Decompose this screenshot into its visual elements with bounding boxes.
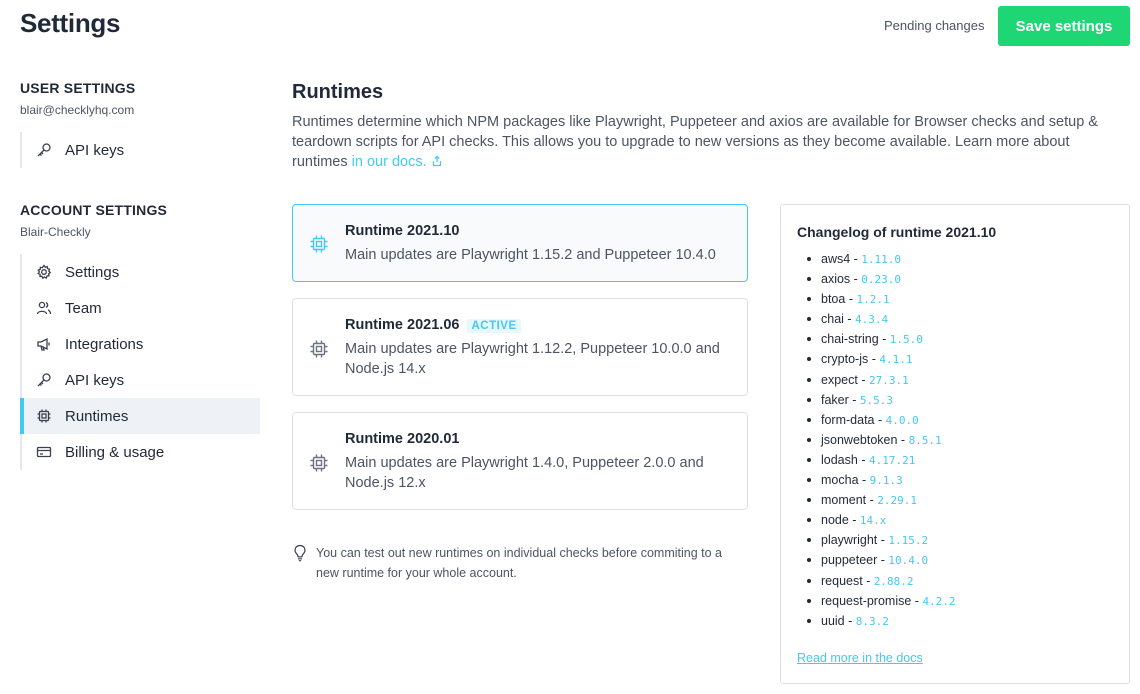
sidebar-item-runtimes[interactable]: [22, 398, 260, 434]
package-name: chai: [821, 312, 844, 327]
package-version: 0.23.0: [861, 273, 902, 287]
package-version: 27.3.1: [868, 373, 909, 387]
list-item: form-data - 4.0.0: [805, 410, 956, 430]
runtime-name-row: [345, 317, 521, 333]
read-more-docs-link[interactable]: Read more in the docs: [797, 651, 923, 665]
list-item: jsonwebtoken - 8.5.1: [805, 430, 956, 450]
package-name: axios: [821, 272, 851, 287]
package-name: lodash: [821, 452, 858, 467]
package-name: faker: [821, 392, 849, 407]
list-item: moment - 2.29.1: [805, 490, 956, 510]
chip-icon: [309, 453, 329, 473]
page-header: [0, 0, 1140, 70]
sidebar-item-user-api-keys[interactable]: [22, 132, 260, 168]
list-item: node - 14.x: [805, 510, 956, 530]
package-version: 1.2.1: [856, 293, 890, 307]
package-name: puppeteer: [821, 553, 878, 568]
external-link-icon: [431, 153, 443, 165]
runtimes-description: [292, 112, 1122, 172]
package-version: 4.1.1: [879, 353, 913, 367]
package-version: 4.3.4: [855, 313, 889, 327]
sidebar-item-label: Billing & usage: [65, 443, 165, 461]
description-text: Runtimes determine which NPM packages like Playwright, Puppeteer and axios are available for Browser checks and setup & teardown scripts for API checks. This allows you to upgrade to new versions as they become available. Learn more about runtimes: [292, 114, 1098, 170]
package-name: form-data: [821, 412, 875, 427]
list-item: chai - 4.3.4: [805, 309, 956, 329]
sidebar-item-label: API keys: [65, 371, 125, 389]
package-version: 1.11.0: [861, 253, 902, 266]
chip-icon: [309, 234, 329, 254]
changelog-list: [805, 249, 956, 631]
package-version: 4.0.0: [885, 413, 919, 427]
package-name: request-promise: [821, 593, 912, 608]
megaphone-icon: [36, 336, 52, 352]
page-title: Settings: [20, 8, 121, 38]
account-settings-heading: ACCOUNT SETTINGS: [20, 202, 168, 218]
pending-changes-label: Pending changes: [884, 18, 985, 33]
list-item: uuid - 8.3.2: [805, 611, 956, 631]
sidebar-item-label: API keys: [65, 141, 125, 159]
runtime-description: Main updates are Playwright 1.4.0, Puppeteer 2.0.0 and Node.js 12.x: [345, 455, 704, 491]
list-item: mocha - 9.1.3: [805, 470, 956, 490]
package-name: node: [821, 513, 849, 528]
sidebar-item-label: Settings: [65, 263, 120, 281]
package-name: moment: [821, 493, 867, 508]
lightbulb-icon: [292, 544, 308, 562]
list-item: expect - 27.3.1: [805, 370, 956, 390]
package-name: chai-string: [821, 332, 879, 347]
package-name: uuid: [821, 613, 845, 628]
chip-icon: [309, 339, 329, 359]
package-version: 1.15.2: [888, 534, 929, 548]
changelog-panel: [780, 204, 1130, 684]
package-name: request: [821, 573, 863, 588]
list-item: crypto-js - 4.1.1: [805, 349, 956, 369]
list-item: request - 2.88.2: [805, 571, 956, 591]
package-version: 8.5.1: [908, 433, 942, 447]
sidebar-item-label: Runtimes: [65, 407, 129, 425]
package-name: playwright: [821, 533, 878, 548]
runtime-description: Main updates are Playwright 1.15.2 and Puppeteer 10.4.0: [345, 247, 716, 263]
sidebar-item-label: Team: [65, 299, 102, 317]
package-version: 9.1.3: [869, 474, 903, 488]
package-name: crypto-js: [821, 352, 869, 367]
user-settings-heading: USER SETTINGS: [20, 80, 136, 96]
user-settings-nav: [20, 132, 260, 168]
package-version: 4.17.21: [868, 453, 916, 467]
chip-icon: [36, 408, 52, 424]
sidebar-item-team[interactable]: [22, 290, 260, 326]
package-version: 2.88.2: [873, 574, 914, 588]
list-item: request-promise - 4.2.2: [805, 591, 956, 611]
runtime-name: Runtime 2021.06: [345, 317, 460, 333]
runtime-description: Main updates are Playwright 1.12.2, Puppeteer 10.0.0 and Node.js 14.x: [345, 341, 720, 377]
package-version: 2.29.1: [877, 494, 918, 508]
package-version: 5.5.3: [859, 393, 894, 407]
runtime-card-2020-01[interactable]: [292, 412, 748, 510]
key-icon: [36, 142, 52, 158]
list-item: playwright - 1.15.2: [805, 530, 956, 550]
list-item: chai-string - 1.5.0: [805, 329, 956, 349]
list-item: lodash - 4.17.21: [805, 450, 956, 470]
runtime-name: Runtime 2021.10: [345, 223, 460, 239]
credit-card-icon: [36, 444, 52, 460]
package-version: 10.4.0: [888, 554, 929, 568]
runtime-name: Runtime 2020.01: [345, 431, 460, 447]
package-version: 4.2.2: [922, 594, 956, 608]
tip-text: You can test out new runtimes on individual checks before commiting to a new runtime for your whole account.: [316, 546, 723, 580]
package-name: mocha: [821, 473, 859, 488]
runtime-card-2021-10[interactable]: [292, 204, 748, 282]
runtime-card-2021-06[interactable]: [292, 298, 748, 396]
sidebar-item-label: Integrations: [65, 335, 144, 353]
package-version: 1.5.0: [889, 333, 923, 347]
key-icon: [36, 372, 52, 388]
users-icon: [36, 300, 52, 316]
package-name: aws4: [821, 252, 851, 266]
list-item: faker - 5.5.3: [805, 390, 956, 410]
sidebar-item-settings[interactable]: [22, 254, 260, 290]
runtimes-title: Runtimes: [292, 81, 384, 103]
list-item: axios - 0.23.0: [805, 269, 956, 289]
package-name: expect: [821, 372, 858, 387]
package-version: 14.x: [859, 514, 887, 528]
sidebar-item-billing[interactable]: [22, 434, 260, 470]
changelog-title: Changelog of runtime 2021.10: [797, 224, 997, 240]
account-settings-nav: [20, 254, 260, 470]
list-item: puppeteer - 10.4.0: [805, 550, 956, 570]
package-name: jsonwebtoken: [821, 432, 898, 447]
list-item: btoa - 1.2.1: [805, 289, 956, 309]
gear-icon: [36, 264, 52, 280]
sidebar-item-api-keys[interactable]: [22, 362, 260, 398]
account-name: Blair-Checkly: [20, 225, 91, 239]
user-email: blair@checklyhq.com: [20, 103, 135, 117]
package-version: 8.3.2: [855, 614, 889, 628]
save-settings-button[interactable]: Save settings: [998, 6, 1130, 46]
package-name: btoa: [821, 292, 846, 307]
list-item: aws4 - 1.11.0: [805, 249, 956, 269]
active-badge: ACTIVE: [467, 319, 520, 333]
sidebar-item-integrations[interactable]: [22, 326, 260, 362]
docs-link[interactable]: in our docs.: [351, 154, 427, 170]
